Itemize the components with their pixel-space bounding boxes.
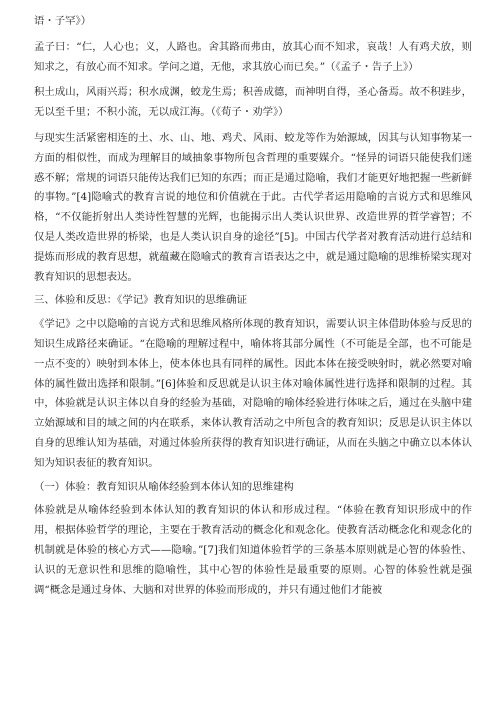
text-fragment-top: 语・子罕》） xyxy=(34,15,92,27)
quote-xunzi: 积土成山，风雨兴焉；积水成渊，蛟龙生焉；积善成德，而神明自得，圣心备焉。故不积跬步，无以至千里；不积小流，无以成江海。（《荀子・劝学》） xyxy=(34,86,472,119)
paragraph-xueji: 《学记》之中以隐喻的言说方式和思维风格所体现的教育知识，需要认识主体借助体验与反思的知识生成路径来确证。“在隐喻的理解过程中，喻体将其部分属性（不可能是全部，也不可能是一点不变的）映射到本体上，使本体也具有同样的属性。因此本体在接受映射时，就必然要对喻体的属性做出选择和限制。”[6]体验和反思就是认识主体对喻体属性进行选择和限制的过程。其中，体验就是认识主体以自身的经验为基础，对隐喻的喻体经验进行体味之后，通过在头脑中建立始源域和目的域之间的内在联系，来体认教育活动之中所包含的教育知识；反思是认识主体以自身的思维认知为基础，对通过体验所获得的教育知识进行确证，从而在头脑之中确立以本体认知为知识表征的教育知识。 xyxy=(34,318,472,469)
quote-mencius: 孟子曰：“仁，人心也；义，人路也。舍其路而弗由，放其心而不知求，哀哉！人有鸡犬放，则知求之，有放心而不知求。学问之道，无他，求其放心而已矣。”（《孟子・告子上》） xyxy=(34,40,472,73)
paragraph-metaphor: 与现实生活紧密相连的土、水、山、地、鸡犬、风雨、蛟龙等作为始源域，因其与认知事物某一方面的相似性，而成为理解目的域抽象事物所包含哲理的重要媒介。“怪异的词语只能使我们迷惑不解；常规的词语只能传达我们已知的东西；而正是通过隐喻，我们才能更好地把握一些新鲜的事物。”[4]隐喻式的教育言说的地位和价值就在于此。古代学者运用隐喻的言说方式和思维风格，“不仅能折射出人类诗性智慧的光辉，也能揭示出人类认识世界、改造世界的哲学睿智；不仅是人类改造世界的桥梁，也是人类认识自身的途径”[5]。中国古代学者对教育活动进行总结和提炼而形成的教育思想，就蕴藏在隐喻式的教育言语表达之中，就是通过隐喻的思维桥梁实现对教育知识的思想表达。 xyxy=(34,131,472,283)
section-heading: 三、体验和反思：《学记》教育知识的思维确证 xyxy=(34,294,248,307)
paragraph-experience: 体验就是从喻体经验到本体认知的教育知识的体认和形成过程。“体验在教育知识形成中的作用，根据体验哲学的理论，主要在于教育活动的概念化和观念化。使教育活动概念化和观念化的机制就是体验的核心方式——隐喻。”[7]我们知道体验哲学的三条基本原则就是心智的体验性、认识的无意识性和思维的隐喻性，其中心智的体验性是最重要的原则。心智的体验性就是强调“概念是通过身体、大脑和对世界的体验而形成的，并只有通过他们才能被 xyxy=(34,504,472,596)
subsection-heading: （一）体验：教育知识从喻体经验到本体认知的思维建构 xyxy=(34,480,294,493)
